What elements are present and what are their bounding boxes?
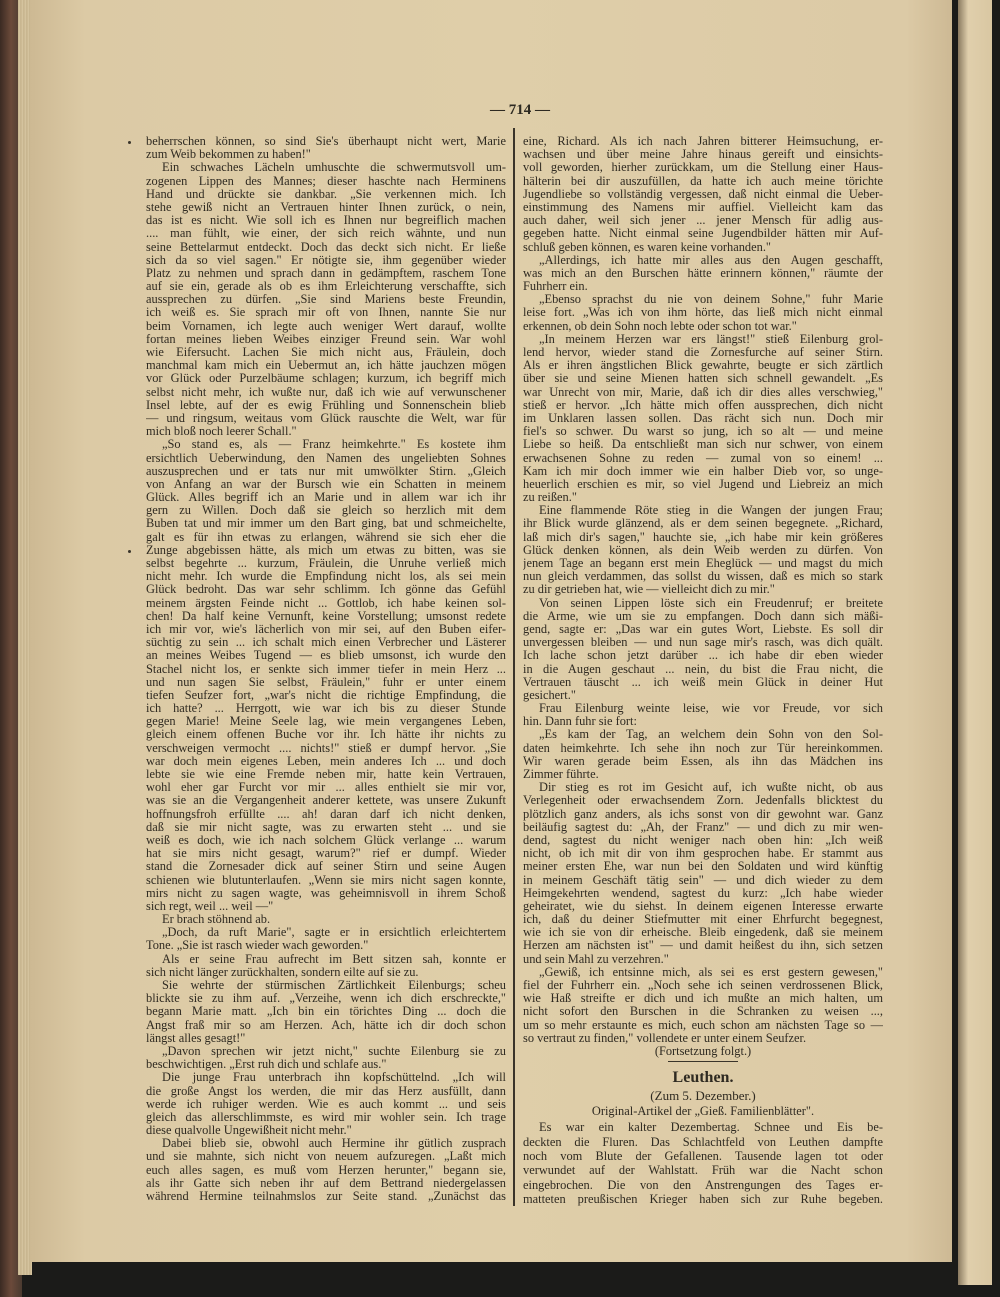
paragraph [523, 135, 883, 254]
text-line: gern zu Willen. Doch daß sie gleich so herzlich mit dem [146, 504, 506, 518]
continuation-note: (Fortsetzung folgt.) [654, 1044, 752, 1058]
text-line: hat sie mirs nicht gesagt, warum?" rief er dumpf. Wieder [146, 847, 506, 861]
text-line: „Ebenso sprachst du nie von deinem Sohne," fuhr Marie [539, 293, 883, 307]
text-line: sich nicht länger zurückhalten, sondern eilte auf sie zu. [146, 965, 419, 979]
paragraph [146, 161, 506, 438]
text-line: das ist es nicht. Wie soll ich es Ihnen nur begreiflich machen [146, 214, 506, 228]
text-line: nicht sofort den Burschen in die Schranken zu weisen ..., [523, 1005, 883, 1019]
next-page-edge [958, 0, 992, 1285]
text-line: geheiratet, wie du siehst. In deinem eigenen Interesse erwarte [523, 899, 883, 913]
paragraph [146, 438, 506, 913]
left-column [146, 135, 506, 1203]
paragraph [146, 1071, 506, 1137]
text-line: um so mehr erstaunte es mich, euch schon am nächsten Tage so — [523, 1018, 883, 1032]
article-body [523, 1120, 883, 1206]
text-line: einstimmung des Namens mir auffiel. Vielleicht kam das [523, 200, 883, 214]
text-line: „Es kam der Tag, an welchem dein Sohn von den Sol- [539, 728, 883, 742]
paragraph [146, 135, 506, 161]
paragraph [523, 702, 883, 728]
text-line: fiel der Fuhrherr ein. „Noch sehe ich seinen verdrossenen Blick, [523, 979, 883, 992]
text-line: selbst nicht mehr, ich wußte nur, daß ich wie auf verwunschener [146, 385, 506, 399]
text-line: Er brach stöhnend ab. [162, 913, 271, 927]
text-line: fortan meines lieben Weibes einziger Freund sein. War wohl [146, 332, 506, 346]
text-line: jenem Tage an begann erst mein Eheglück — und magst du mich [523, 557, 883, 570]
text-line: „Davon sprechen wir jetzt nicht," suchte Eilenburg sie zu [162, 1044, 506, 1058]
paragraph [523, 728, 883, 781]
text-line: Hand und drückte sie dankbar. „Sie verkennen mich. Ich [146, 187, 506, 201]
text-line: längst alles gesagt!" [146, 1031, 246, 1045]
text-line: ich, daß du deiner Stiefmutter mit einer Ehrfurcht begegnest, [523, 913, 883, 927]
text-line: schluß geben können, es waren keine vorhanden." [523, 240, 771, 254]
paragraph [523, 293, 883, 333]
text-line: matteten preußischen Krieger haben sich zur Ruhe begeben. [523, 1192, 883, 1207]
text-line: vor Glück oder Purzelbäume schlagen; kurzum, ich begriff mich [146, 372, 506, 386]
text-line: Wir waren gerade beim Essen, als ihn das Mädchen ins [523, 754, 883, 768]
text-line: Vertrauen täuscht ... ich weiß mein Glück in deiner Hut [523, 675, 883, 689]
text-line: daten heimkehrte. Ich sehe ihn noch zur Tür hereinkommen. [523, 741, 883, 755]
text-line: Dir stieg es rot im Gesicht auf, ich wußte nicht, ob aus [539, 781, 883, 795]
text-line: Fuhrherr ein. [523, 280, 588, 294]
text-line: Zunge abgebissen hätte, als mich um etwas zu bitten, was sie [146, 543, 506, 557]
text-line: wohl eher gar Furcht vor mir ... alles enthielt sie mir vor, [146, 781, 506, 795]
section-divider [668, 1061, 738, 1062]
paragraph [146, 953, 506, 979]
text-line: zum Weib bekommen zu haben!" [146, 148, 311, 162]
text-line: Sie wehrte der stürmischen Zärtlichkeit Eilenburgs; scheu [162, 979, 506, 992]
text-line: wie Eifersucht. Lachen Sie mich nicht aus, Fräulein, doch [146, 346, 506, 359]
text-line: in die Augen geschaut ... nein, du bist die Frau nicht, die [523, 662, 883, 676]
text-line: erwachsenen Sohne zu reden — zumal von so einem! ... [523, 451, 883, 465]
text-line: Herzen am nächsten ist" — und damit heißest du ihn, sich setzen [523, 939, 883, 953]
text-line: und sie mahnte, sich nicht von neuem aufzuregen. „Laßt mich [146, 1150, 506, 1164]
text-line: und sein Mahl zu verzehren." [523, 952, 669, 966]
text-line: beim Vornamen, ich legte auch weniger Wert darauf, wollte [146, 319, 506, 333]
article-subtitle: (Zum 5. Dezember.) [650, 1088, 756, 1104]
text-line: Es war ein kalter Dezembertag. Schnee und Eis be- [539, 1120, 883, 1135]
paragraph [523, 504, 883, 596]
margin-mark [128, 550, 131, 553]
text-line: „So stand es, als — Franz heimkehrte." Es kostete ihm [162, 438, 506, 452]
text-line: .... man fühlt, wie einer, der sich reich wähnte, und nun [146, 227, 506, 241]
text-line: lend hervor, wieder stand die Zornesfurche auf seiner Stirn. [523, 346, 883, 359]
text-line: Buben tat und mir immer um den Bart ging, bat und schmeichelte, [146, 517, 506, 531]
text-line: fiel's so schwer. Du warst so jung, ich so alt — und meine [523, 425, 883, 439]
text-line: Glück. Alles begriff ich an Marie und in allem war ich ihr [146, 491, 506, 505]
text-line: was mich an den Burschen hätte erinnern können," räumte der [523, 266, 883, 280]
paragraph [523, 333, 883, 504]
text-line: sich da so viel sagen." Er nötigte sie, ihm gegenüber wieder [146, 253, 506, 267]
text-line: mirs nicht zu sagen wagte, was geheimnisvoll in ihrem Schoß [146, 886, 506, 900]
text-line: hoffnungsfroh erfüllte .... ah! daran darf ich nicht denken, [146, 807, 506, 821]
text-line: gend, sagte er: „Das war ein gutes Wort, Liebste. Es soll dir [523, 622, 883, 636]
text-line: seine Bettelarmut entdeckt. Doch das deckt sich nicht. Er ließe [146, 240, 506, 254]
paragraph [146, 926, 506, 952]
text-line: „In meinem Herzen war ers längst!" stieß Eilenburg grol- [539, 332, 883, 346]
text-line: weiß es doch, wie ich nach solchem Glück verlange ... warum [146, 833, 506, 847]
text-line: Stachel nicht los, er senkte sich immer tiefer in mein Herz ... [146, 662, 506, 676]
text-line: was sie an die Vergangenheit anderer kettete, was unsere Zukunft [146, 794, 506, 808]
text-line: sich regt, weil ... weil —" [146, 899, 274, 913]
text-line: Eine flammende Röte stieg in die Wangen der jungen Frau; [539, 504, 883, 518]
text-line: voll geworden, hierher zurückkam, um die Stellung einer Haus- [523, 161, 883, 175]
text-line: Angst fraß mir so am Herzen. Ach, hätte ich dir doch schon [146, 1018, 506, 1032]
text-line: „Gewiß, ich entsinne mich, als sei es erst gestern gewesen," [539, 965, 883, 979]
paragraph [146, 979, 506, 1045]
text-line: nicht mehr. Ich wurde die Empfindung nicht los, als sei mein [146, 570, 506, 584]
paragraph [523, 254, 883, 294]
text-line: an meines Weibes Tugend — es blieb umsonst, ich wurde den [146, 649, 506, 663]
text-line: wie Haß streifte er dich und ich mußte an mich halten, um [523, 992, 883, 1006]
text-line: verwundet auf der Wahlstatt. Früh war die Nacht schon [523, 1163, 883, 1178]
text-line: eine, Richard. Als ich nach Jahren bitterer Heimsuchung, er- [523, 135, 883, 148]
text-line: beherrschen können, so sind Sie's überhaupt nicht wert, Marie [146, 135, 506, 148]
text-line: hin. Dann fuhr sie fort: [523, 715, 637, 729]
text-line: Heimgekehrten wendend, sagtest du kurz: „Ich habe wieder [523, 886, 883, 900]
text-line: als ihr Gatte sich neben ihr auf dem Bettrand niedergelassen [146, 1176, 506, 1190]
text-line: ich hatte? ... Herrgott, wie war ich bis zu dieser Stunde [146, 702, 506, 716]
text-line: über sie und seine Mienen hatten sich schnell gewandelt. „Es [523, 372, 883, 386]
paragraph [523, 966, 883, 1045]
text-line: Tone. „Sie ist rasch wieder wach geworden." [146, 939, 369, 953]
text-line: wie ich sie von dir erheische. Bleib eingedenk, daß sie meinem [523, 926, 883, 940]
margin-mark [128, 141, 131, 144]
text-line: nun gleich verdammen, das sollst du wissen, daß es mich so stark [523, 570, 883, 584]
right-column [523, 135, 883, 1206]
text-line: lebte sie wie eine Fremde neben mir, hatte kein Vertrauen, [146, 768, 506, 781]
text-line: selbst begehrte ... kurzum, Fräulein, die Unruhe verließ mich [146, 557, 506, 570]
paragraph [146, 913, 506, 926]
text-line: nicht, ob ich mit dir von ihm gesprochen habe. Er stammt aus [523, 847, 883, 861]
text-line: Dabei blieb sie, obwohl auch Hermine ihr gütlich zusprach [162, 1137, 506, 1151]
text-line: stehe gewiß nicht an Vertrauen hinter Ihnen zurück, o nein, [146, 200, 506, 214]
text-line: ich weiß es. Sie sprach mir oft von Ihnen, nannte Sie nur [146, 306, 506, 320]
text-line: Verlegenheit oder erwachsendem Zorn. Jedenfalls blicktest du [523, 794, 883, 808]
text-line: beschwichtigen. „Erst ruh dich und schlafe aus." [146, 1058, 387, 1072]
text-line: „Doch, da ruft Marie", sagte er in ersichtlich erleichtertem [162, 926, 506, 940]
text-line: plötzlich ganz anders, als ichs sonst von dir gewohnt war. Ganz [523, 807, 883, 821]
text-line: ihr Blick wurde glänzend, als er dem seinen begegnete. „Richard, [523, 517, 883, 531]
text-line: meiner ersten Ehe, war nun bei den Soldaten und wird künftig [523, 860, 883, 874]
text-line: hälterin bei dir auszufüllen, da hatte ich auch meine törichte [523, 174, 883, 188]
text-line: Ich lache schon jetzt darüber ... ich habe dir eben wieder [523, 649, 883, 663]
text-line: erkennen, ob dein Sohn noch lebte oder schon tot war." [523, 319, 797, 333]
text-line: diese qualvolle Ungewißheit nicht mehr." [146, 1124, 352, 1138]
text-line: zogenen Lippen des Mannes; dieser haschte nach Herminens [146, 174, 506, 188]
text-line: Als er ihren ängstlichen Blick gewahrte, beugte er sich zärtlich [523, 359, 883, 373]
text-line: dend, sagtest du nicht weniger nach oben hin: „Ich weiß [523, 833, 883, 847]
paragraph [146, 1137, 506, 1203]
story-continuation [523, 135, 883, 1045]
text-line: und nun sagen Sie selbst, Fräulein," fuhr er unter einem [146, 675, 506, 689]
text-line: euch alles sagen, es muß vom Herzen herunter," begann sie, [146, 1163, 506, 1177]
text-line: tiefen Seufzer fort, „war's nicht die richtige Empfindung, die [146, 688, 506, 702]
text-line: zu reißen." [523, 491, 577, 505]
article-source: Original-Artikel der „Gieß. Familienblätter". [591, 1104, 815, 1119]
text-line: aussprechen zu dürfen. „Sie sind Mariens beste Freundin, [146, 293, 506, 307]
text-line: Platz zu nehmen und sprach dann in gedämpftem, raschem Tone [146, 266, 506, 280]
paragraph [523, 597, 883, 703]
text-line: Glück bedroht. Das war sehr schlimm. Ich gönne das Gefühl [146, 583, 506, 597]
text-line: wachsen und über meine Jahre hinaus gereift und einsichts- [523, 148, 883, 162]
text-line: leise fort. „Was ich von ihm hörte, das ließ mich nicht einmal [523, 306, 883, 320]
text-line: auch daher, weil sich jener ... jener Mensch für adlig aus- [523, 214, 883, 228]
text-line: gleich einem offenen Buche vor ihr. Ich hätte ihr nichts zu [146, 728, 506, 742]
text-line: war Unrecht von mir, Marie, daß ich dir dies alles verschwieg," [523, 385, 883, 399]
text-line: manchmal kam mich ein Uebermut an, ich hätte jauchzen mögen [146, 359, 506, 373]
text-line: Von seinen Lippen löste sich ein Freudenruf; er breitete [539, 596, 883, 610]
text-line: laß mich dir's sagen," hauchte sie, „ich habe mir kein größeres [523, 530, 883, 544]
text-line: Liebe so heiß. Da entschließt man sich nur schwer, von einem [523, 438, 883, 452]
text-line: schienen wie blutunterlaufen. „Wenn sie mirs nicht sagen konnte, [146, 873, 506, 887]
text-line: stieß er hervor. „Ich hätte mich offen aussprechen, dich nicht [523, 398, 883, 412]
text-line: die Arme, wie um sie zu empfangen. Doch dann sich mäßi- [523, 609, 883, 623]
text-line: daß sie mir nicht sagte, was zu erwarten steht ... und sie [146, 820, 506, 834]
text-line: blickte sie zu ihm auf. „Verzeihe, wenn ich dich erschreckte," [146, 992, 506, 1006]
text-line: Kam ich mir doch immer wie ein halber Dieb vor, so unge- [523, 464, 883, 478]
text-line: zu dir getrieben hat, wie — vielleicht dich zu mir." [523, 583, 775, 597]
text-line: von Anfang an war der Bursch wie ein Schatten in meinem [146, 477, 506, 491]
text-line: stand die Zornesader dick auf seiner Stirn und seine Augen [146, 860, 506, 874]
text-line: ersichtlich Ueberwindung, den Namen des ungeliebten Sohnes [146, 451, 506, 465]
text-line: die große Angst los werden, die mir das Herz ausfüllt, dann [146, 1084, 506, 1098]
text-line: so vertraut zu finden," vollendete er unter einem Seufzer. [523, 1031, 807, 1045]
text-line: auszusprechen und er tats nur mit umwölkter Stirn. „Gleich [146, 464, 506, 478]
text-line: war doch mein eigenes Leben, mein anderes Ich ... und doch [146, 754, 506, 768]
text-line: in meinem Geschäft tätig sein" — und dich wieder zu dem [523, 873, 883, 887]
text-line: im Unklaren lassen sollen. Das rächt sich nun. Doch mir [523, 411, 883, 425]
text-line: begann Marie matt. „Ich bin ein törichtes Ding ... doch die [146, 1005, 506, 1019]
text-line: noch vom Blute der Gefallenen. Tausende lagen tot oder [523, 1148, 883, 1163]
text-line: Glück denken können, als dein Weib werden zu dürfen. Von [523, 543, 883, 557]
article-title: Leuthen. [672, 1069, 734, 1087]
text-line: Als er seine Frau aufrecht im Bett sitzen sah, konnte er [162, 952, 506, 966]
article-leuthen [523, 1068, 883, 1206]
text-line: deckten die Fluren. Das Schlachtfeld von Leuthen dampfte [523, 1134, 883, 1149]
text-line: gegeben hatte. Nicht einmal seine Jugendbilder hätten mir Auf- [523, 227, 883, 241]
text-line: beiläufig sagtest du: „Ah, der Franz" — und dich zu mir wen- [523, 820, 883, 834]
text-line: Ein schwaches Lächeln umhuschte die schwermutsvoll um- [162, 161, 506, 175]
text-line: eingebrochen. Die von den Anstrengungen des Tages er- [523, 1177, 883, 1192]
page-number: — 714 — [490, 102, 550, 118]
text-line: Zimmer führte. [523, 768, 599, 781]
text-line: — und ringsum, weitaus vom Glück rauschte die Welt, war für [146, 411, 506, 425]
column-rule [513, 128, 515, 1206]
text-line: Jugendliebe so vollständig vergessen, daß nicht einmal die Ueber- [523, 187, 883, 201]
text-line: süchtig zu sein ... ich schalt mich einen Verbrecher und Lästerer [146, 636, 506, 650]
text-line: heuerlich erschien es mir, so viel Jugend und Liebreiz an mich [523, 477, 883, 491]
text-line: ich mir vor, wie's lächerlich von mir sei, auf den Buben eifer- [146, 622, 506, 636]
text-line: gesichert." [523, 688, 576, 702]
text-line: „Allerdings, ich hatte mir alles aus den Augen geschafft, [539, 253, 883, 267]
text-line: meinem ärgsten Feinde nicht ... Gottlob, ich habe keinen sol- [146, 596, 506, 610]
text-line: werde ich ruhiger werden. Wie es auch kommt ... und seis [146, 1097, 506, 1111]
paragraph [523, 781, 883, 966]
text-line: während Hermine teilnahmslos zur Seite stand. „Zunächst das [146, 1190, 506, 1203]
text-line: mich bloß noch leerer Schall." [146, 425, 297, 439]
text-line: Die junge Frau unterbrach ihn kopfschüttelnd. „Ich will [162, 1071, 506, 1085]
text-line: gegen Marie! Meine Seele lag, wie mein vergangenes Leben, [146, 715, 506, 729]
text-line: Insel lebte, auf der es ewig Frühling und Sonnenschein blieb [146, 398, 506, 412]
text-line: Frau Eilenburg weinte leise, wie vor Freude, vor sich [539, 702, 883, 716]
text-line: verschweigen vermocht .... nichts!" stieß er dumpf hervor. „Sie [146, 741, 506, 755]
paragraph [146, 1045, 506, 1071]
text-line: chen! Da half keine Vernunft, keine Vorstellung; umsonst redete [146, 609, 506, 623]
text-line: galt es für ihn etwas zu erlangen, während sie sich eher die [146, 530, 506, 544]
text-line: gleich das allerschlimmste, es wird mir wohler sein. Ich trage [146, 1110, 506, 1124]
text-line: auf sie ein, gerade als ob es ihm Erleichterung verschaffte, sich [146, 280, 506, 294]
text-line: unvergessen bleiben — und nun sage mir's rasch, was dich quält. [523, 636, 883, 650]
